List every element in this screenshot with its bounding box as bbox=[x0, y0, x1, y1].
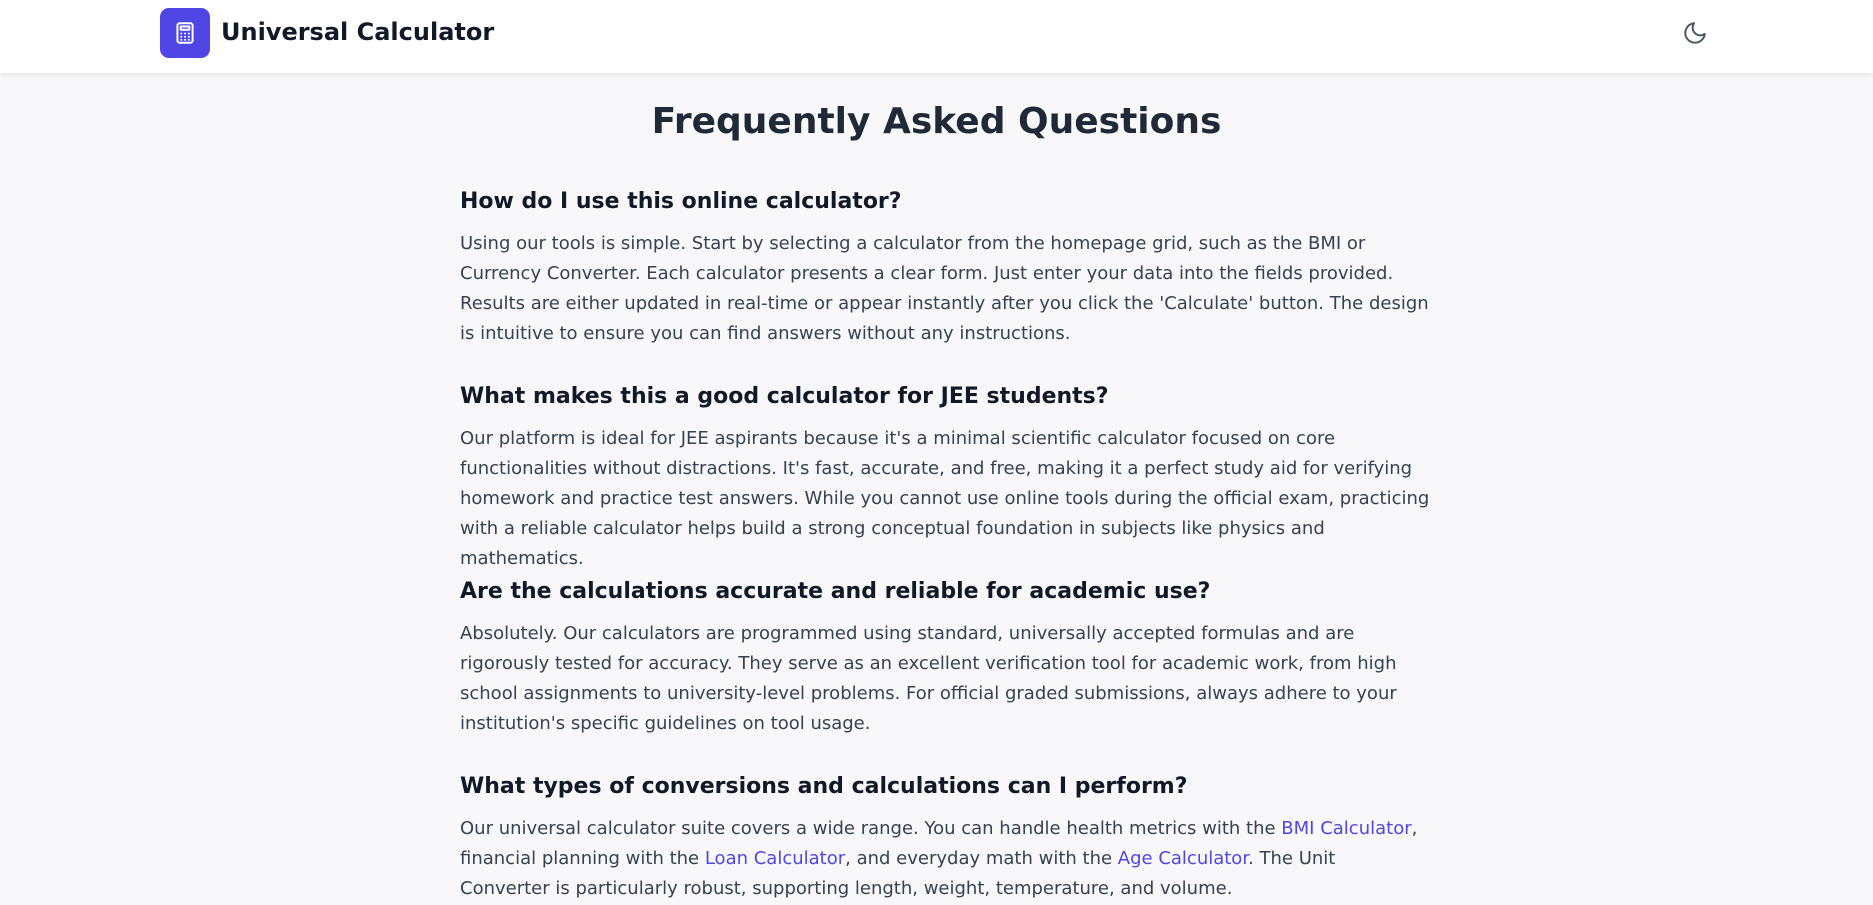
calculator-icon[interactable] bbox=[160, 8, 210, 58]
faq-item bbox=[460, 382, 1430, 574]
answer-text: , financial planning with the bbox=[460, 818, 1418, 869]
app-title[interactable]: Universal Calculator bbox=[221, 18, 495, 46]
age-calculator-link[interactable]: Age Calculator bbox=[1117, 848, 1249, 869]
faq-question: What makes this a good calculator for JEE students? bbox=[460, 384, 1109, 409]
faq-item bbox=[460, 772, 1430, 904]
loan-calculator-link[interactable]: Loan Calculator bbox=[704, 848, 846, 869]
answer-text: Our universal calculator suite covers a wide range. You can handle health metrics with the bbox=[460, 818, 1282, 839]
moon-icon[interactable] bbox=[1680, 18, 1710, 48]
answer-text: . The Unit Converter is particularly robust, supporting length, weight, temperature, and volume. bbox=[460, 848, 1336, 899]
faq-question: Are the calculations accurate and reliable for academic use? bbox=[460, 579, 1211, 604]
faq-item bbox=[460, 577, 1430, 739]
faq-title: Frequently Asked Questions bbox=[651, 101, 1222, 142]
faq-answer: Our platform is ideal for JEE aspirants because it's a minimal scientific calculator focused on core functionalities without distractions. It's fast, accurate, and free, making it a perfect study aid for verifying homework and practice test answers. While you cannot use online tools during the official exam, practicing with a reliable calculator helps build a strong conceptual foundation in subjects like physics and mathematics. bbox=[460, 428, 1430, 569]
faq-question: What types of conversions and calculations can I perform? bbox=[460, 774, 1188, 799]
faq-answer bbox=[460, 814, 1430, 904]
answer-text: , and everyday math with the bbox=[845, 848, 1118, 869]
faq-answer: Absolutely. Our calculators are programmed using standard, universally accepted formulas and are rigorously tested for accuracy. They serve as an excellent verification tool for academic work, from high school assignments to university-level problems. For official graded submissions, always adhere to your institution's specific guidelines on tool usage. bbox=[460, 623, 1397, 734]
bmi-calculator-link[interactable]: BMI Calculator bbox=[1281, 818, 1412, 839]
top-navbar bbox=[0, 0, 1873, 73]
faq-answer: Using our tools is simple. Start by selecting a calculator from the homepage grid, such as the BMI or Currency Converter. Each calculator presents a clear form. Just enter your data into the fields provided. Results are either updated in real-time or appear instantly after you click the 'Calculate' button. The design is intuitive to ensure you can find answers without any instructions. bbox=[460, 233, 1429, 344]
faq-item bbox=[460, 187, 1430, 349]
faq-question: How do I use this online calculator? bbox=[460, 189, 902, 214]
